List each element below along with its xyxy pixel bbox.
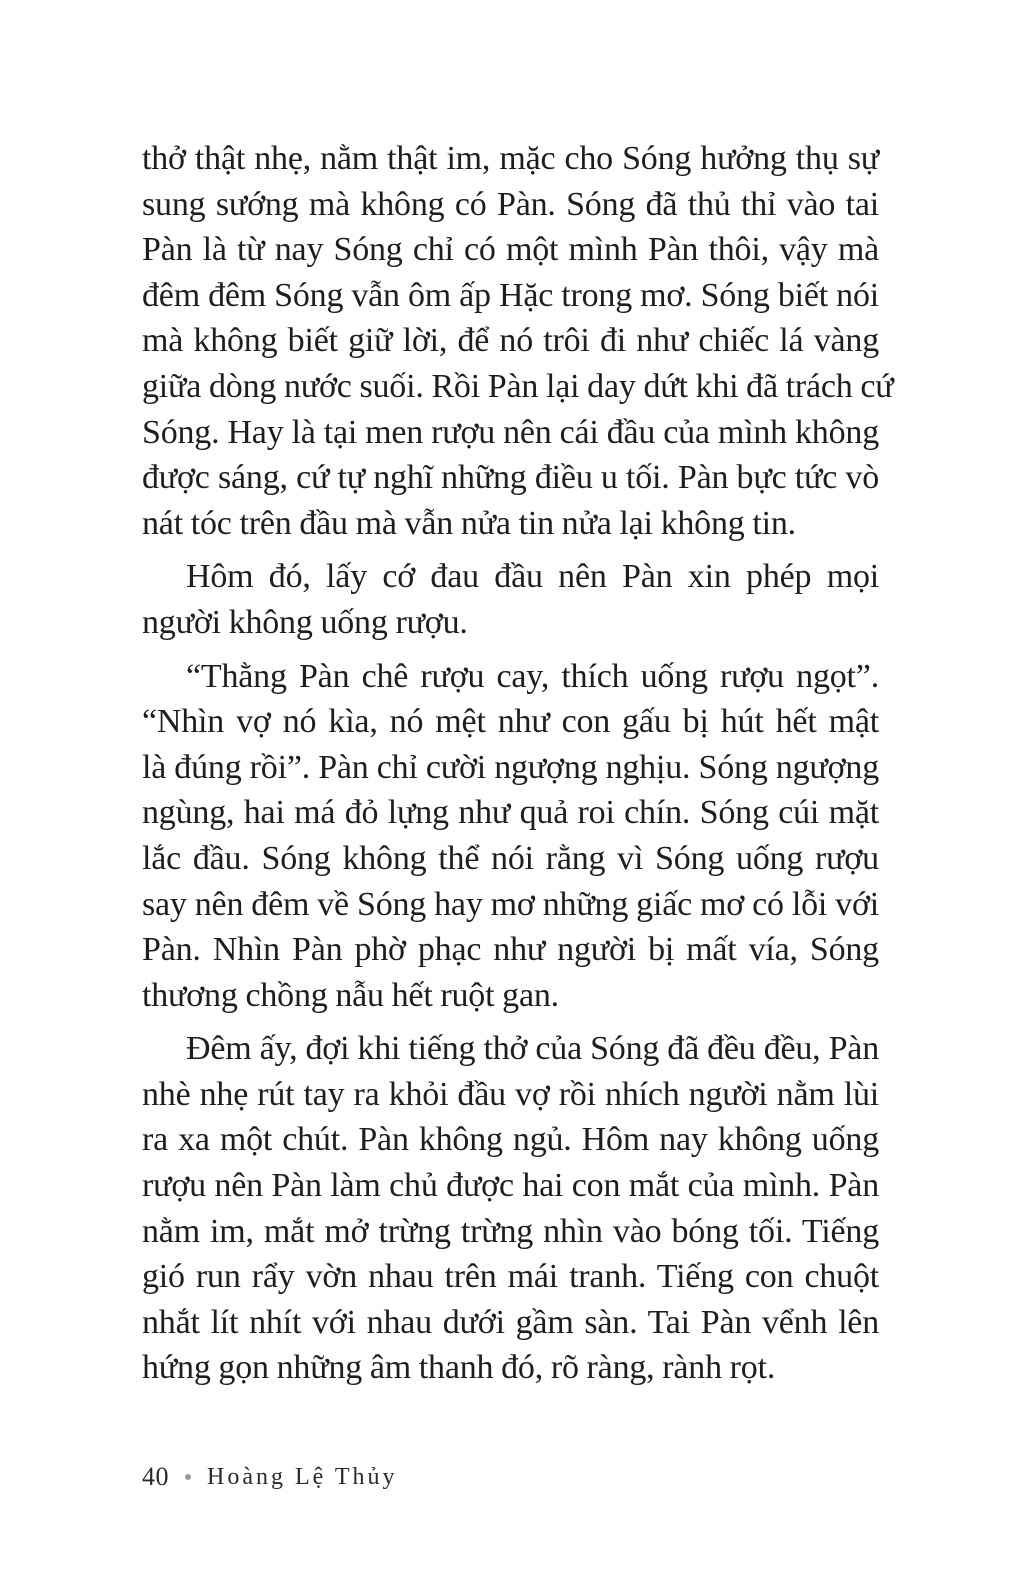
paragraph-2 bbox=[142, 554, 879, 645]
text-line: đêm đêm Sóng vẫn ôm ấp Hặc trong mơ. Sóng biết nói bbox=[142, 276, 879, 314]
text-line: rượu nên Pàn làm chủ được hai con mắt của mình. Pàn bbox=[142, 1167, 879, 1205]
text-line: lắc đầu. Sóng không thể nói rằng vì Sóng uống rượu bbox=[142, 839, 879, 877]
bullet-separator-icon bbox=[185, 1474, 191, 1480]
text-line: hứng gọn những âm thanh đó, rõ ràng, rành rọt. bbox=[142, 1349, 776, 1387]
text-line: say nên đêm về Sóng hay mơ những giấc mơ có lỗi với bbox=[142, 885, 879, 923]
text-line: nhè nhẹ rút tay ra khỏi đầu vợ rồi nhích người nằm lùi bbox=[142, 1075, 879, 1113]
text-line: giữa dòng nước suối. Rồi Pàn lại day dứt khi đã trách cứ bbox=[142, 367, 894, 405]
text-line: ngùng, hai má đỏ lựng như quả roi chín. Sóng cúi mặt bbox=[142, 794, 879, 832]
text-line: thương chồng nẫu hết ruột gan. bbox=[142, 976, 559, 1014]
book-page-body bbox=[142, 136, 894, 1391]
page-footer bbox=[142, 1462, 398, 1492]
text-line: Hôm đó, lấy cớ đau đầu nên Pàn xin phép mọi bbox=[186, 558, 879, 596]
page-number: 40 bbox=[142, 1462, 169, 1491]
text-line: được sáng, cứ tự nghĩ những điều u tối. Pàn bực tức vò bbox=[142, 459, 879, 497]
text-line: Sóng. Hay là tại men rượu nên cái đầu của mình không bbox=[142, 413, 879, 451]
text-line: nhắt lít nhít với nhau dưới gầm sàn. Tai Pàn vểnh lên bbox=[142, 1303, 879, 1341]
text-line: “Nhìn vợ nó kìa, nó mệt như con gấu bị hút hết mật bbox=[142, 703, 879, 741]
text-line: gió run rẩy vờn nhau trên mái tranh. Tiếng con chuột bbox=[142, 1258, 879, 1296]
text-line: thở thật nhẹ, nằm thật im, mặc cho Sóng hưởng thụ sự bbox=[142, 140, 879, 177]
text-line: Pàn. Nhìn Pàn phờ phạc như người bị mất vía, Sóng bbox=[142, 931, 879, 969]
author-name: Hoàng Lệ Thủy bbox=[207, 1463, 398, 1490]
text-line: mà không biết giữ lời, để nó trôi đi như chiếc lá vàng bbox=[142, 322, 879, 360]
paragraph-4 bbox=[142, 1026, 879, 1391]
text-line: nằm im, mắt mở trừng trừng nhìn vào bóng tối. Tiếng bbox=[142, 1212, 879, 1250]
text-line: Pàn là từ nay Sóng chỉ có một mình Pàn thôi, vậy mà bbox=[142, 231, 879, 269]
text-line: “Thằng Pàn chê rượu cay, thích uống rượu ngọt”. bbox=[186, 657, 879, 695]
paragraph-3 bbox=[142, 654, 879, 1019]
text-line: Đêm ấy, đợi khi tiếng thở của Sóng đã đều đều, Pàn bbox=[186, 1030, 879, 1068]
text-line: là đúng rồi”. Pàn chỉ cười ngượng nghịu. Sóng ngượng bbox=[142, 748, 879, 786]
paragraph-1 bbox=[142, 136, 894, 546]
text-line: nát tóc trên đầu mà vẫn nửa tin nửa lại không tin. bbox=[142, 504, 796, 542]
text-line: ra xa một chút. Pàn không ngủ. Hôm nay không uống bbox=[142, 1121, 879, 1159]
text-line: người không uống rượu. bbox=[142, 603, 468, 641]
text-line: sung sướng mà không có Pàn. Sóng đã thủ thỉ vào tai bbox=[142, 185, 879, 223]
